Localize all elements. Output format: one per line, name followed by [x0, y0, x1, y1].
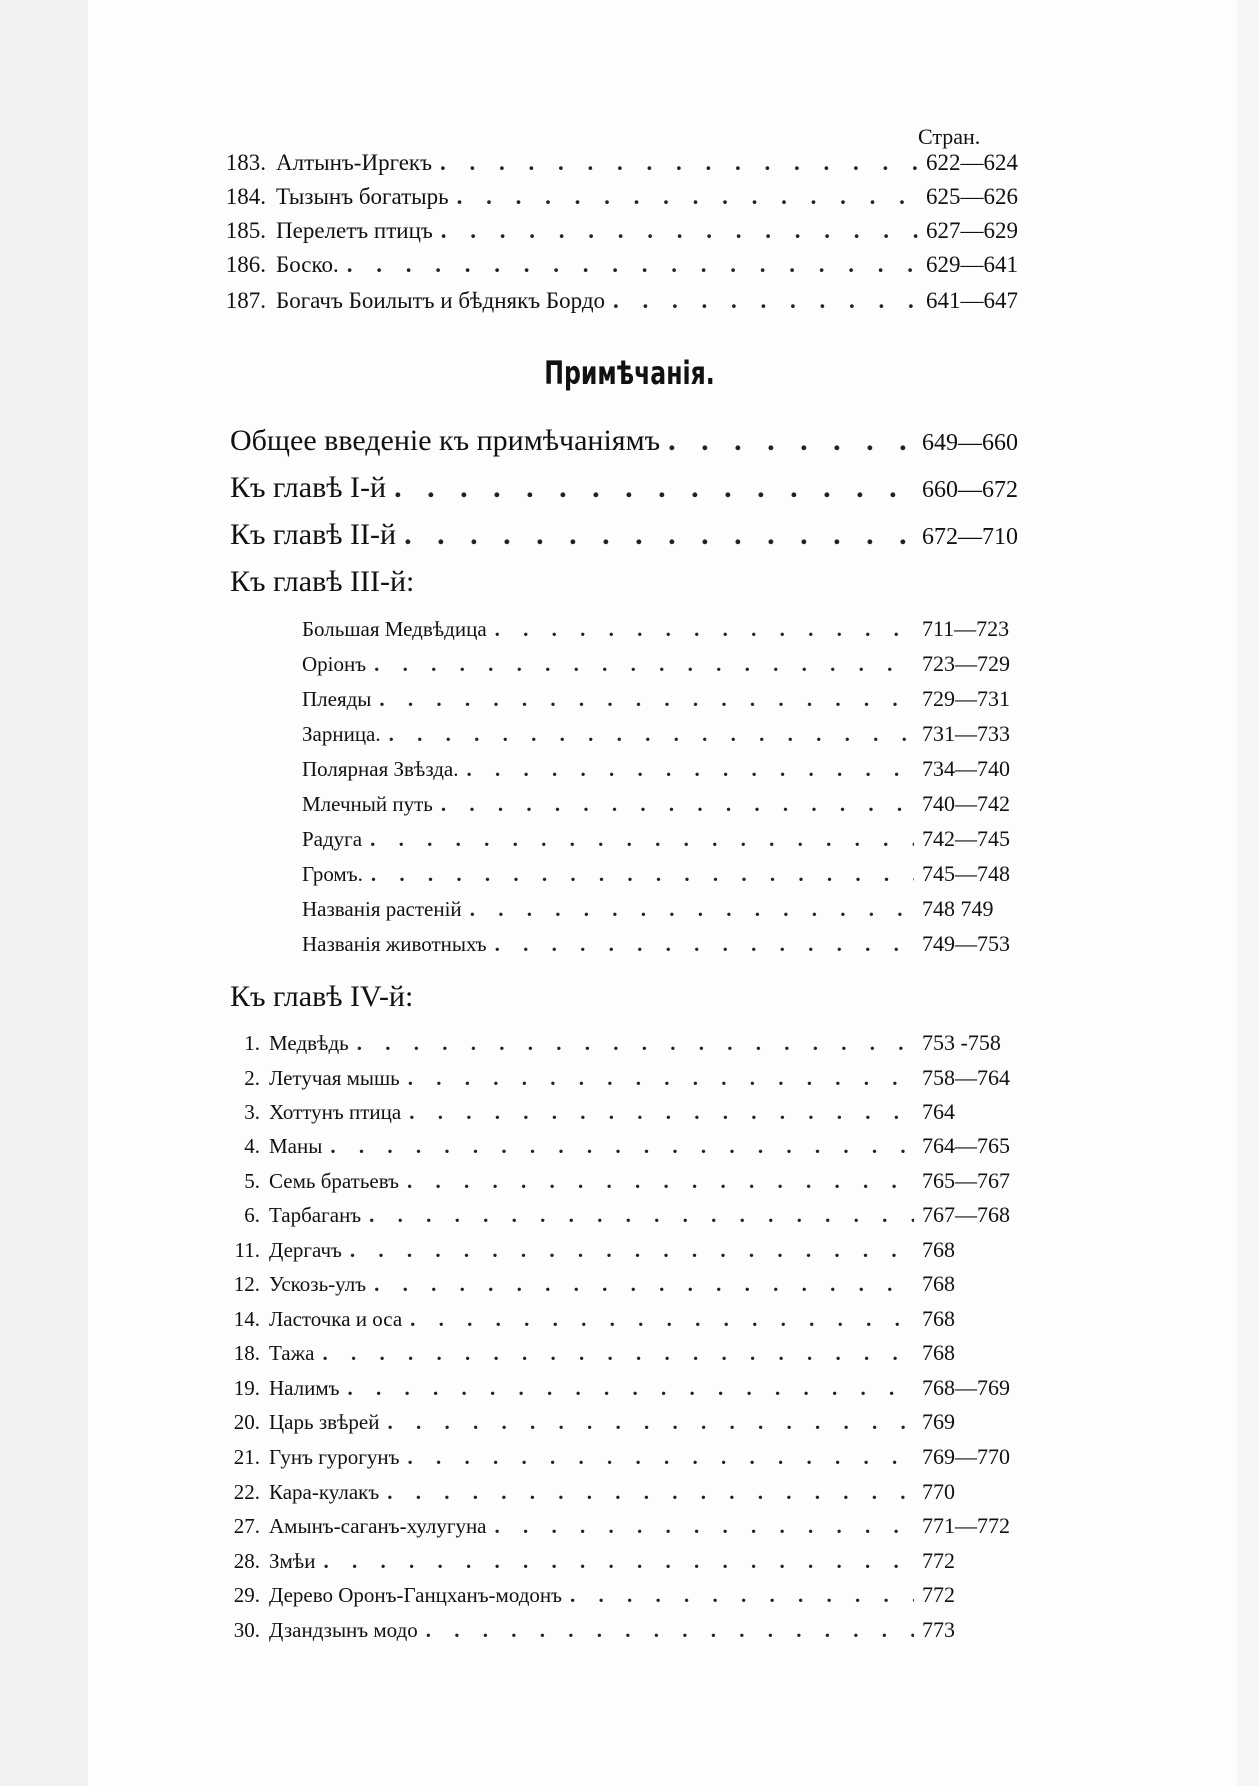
entry-title: Змѣи	[269, 1549, 316, 1573]
toc-numbered-entry	[222, 1409, 1028, 1435]
scan-margin-left	[0, 0, 88, 1786]
entry-number: 12.	[233, 1272, 260, 1296]
entry-title: Амынъ-саганъ-хулугуна	[269, 1514, 487, 1538]
toc-numbered-entry	[222, 1375, 1028, 1401]
dot-leader	[409, 1100, 914, 1125]
entry-title: Тызынъ богатырь	[276, 184, 449, 209]
entry-number: 6.	[244, 1203, 260, 1227]
entry-number: 186.	[225, 252, 266, 277]
entry-title: Тажа	[269, 1341, 315, 1365]
section-title: Примѣчанія.	[544, 354, 715, 392]
toc-numbered-entry	[222, 1099, 1028, 1125]
entry-number: 3.	[244, 1100, 260, 1124]
toc-numbered-entry	[222, 1548, 1028, 1574]
dot-leader	[369, 1203, 914, 1228]
toc-heading-entry	[230, 471, 1030, 505]
toc-subentry	[302, 651, 1028, 677]
entry-pages: 768	[922, 1340, 955, 1365]
entry-title: Плеяды	[302, 687, 372, 711]
dot-leader	[408, 1445, 914, 1470]
entry-number: 28.	[233, 1549, 260, 1573]
dot-leader	[374, 1272, 914, 1297]
toc-subentry	[302, 826, 1028, 852]
dot-leader	[495, 932, 914, 957]
entry-title: Названія животныхъ	[302, 932, 487, 956]
toc-entry	[216, 288, 1028, 314]
dot-leader	[347, 252, 918, 278]
toc-numbered-entry	[222, 1479, 1028, 1505]
entry-pages: 729—731	[922, 686, 1010, 711]
entry-pages: 734—740	[922, 756, 1010, 781]
entry-pages: 711—723	[922, 616, 1010, 641]
entry-pages: 768	[922, 1237, 955, 1262]
entry-number: 185.	[225, 218, 266, 243]
dot-leader	[407, 1169, 914, 1194]
entry-title: Перелетъ птицъ	[276, 218, 433, 243]
dot-leader	[394, 471, 914, 505]
toc-entry	[216, 184, 1028, 210]
entry-pages: 622—624	[926, 150, 1018, 175]
dot-leader	[467, 757, 914, 782]
toc-numbered-entry	[222, 1168, 1028, 1194]
entry-pages: 748 749	[922, 896, 994, 921]
dot-leader	[374, 652, 914, 677]
dot-leader	[357, 1031, 914, 1056]
entry-number: 5.	[244, 1169, 260, 1193]
scan-margin-right	[1237, 0, 1259, 1786]
dot-leader	[441, 792, 914, 817]
entry-number: 29.	[233, 1583, 260, 1607]
toc-numbered-entry	[222, 1306, 1028, 1332]
toc-subentry	[302, 791, 1028, 817]
toc-entry	[216, 218, 1028, 244]
entry-title: Ласточка и оса	[269, 1307, 403, 1331]
toc-numbered-entry	[222, 1133, 1028, 1159]
toc-subentry	[302, 686, 1028, 712]
entry-title: Налимъ	[269, 1376, 340, 1400]
entry-title: Ускозь-улъ	[269, 1272, 367, 1296]
toc-numbered-entry	[222, 1340, 1028, 1366]
entry-pages: 660—672	[922, 477, 1018, 503]
entry-title: Тарбаганъ	[269, 1203, 362, 1227]
entry-pages: 772	[922, 1582, 955, 1607]
entry-number: 14.	[233, 1307, 260, 1331]
entry-number: 30.	[233, 1618, 260, 1642]
entry-pages: 771—772	[922, 1513, 1010, 1538]
toc-entry	[216, 150, 1028, 176]
entry-pages: 769—770	[922, 1444, 1010, 1469]
entry-number: 183.	[225, 150, 266, 175]
dot-leader	[330, 1134, 914, 1159]
dot-leader	[371, 862, 914, 887]
dot-leader	[370, 827, 914, 852]
toc-numbered-entry	[222, 1582, 1028, 1608]
entry-number: 2.	[244, 1066, 260, 1090]
entry-pages: 764	[922, 1099, 955, 1124]
entry-pages: 768	[922, 1271, 955, 1296]
pages-column-header: Стран.	[918, 124, 981, 149]
entry-pages: 765—767	[922, 1168, 1010, 1193]
dot-leader	[388, 1410, 915, 1435]
entry-pages: 672—710	[922, 524, 1018, 550]
toc-numbered-entry	[222, 1237, 1028, 1263]
dot-leader	[426, 1618, 914, 1643]
dot-leader	[379, 687, 914, 712]
entry-title: Громъ.	[302, 862, 363, 886]
entry-title: Оріонъ	[302, 652, 367, 676]
dot-leader	[389, 722, 914, 747]
chapter-heading: Къ главѣ III-й:	[230, 565, 415, 598]
entry-title: Медвѣдь	[269, 1031, 349, 1055]
entry-pages: 649—660	[922, 430, 1018, 456]
entry-number: 19.	[233, 1376, 260, 1400]
entry-title: Летучая мышь	[269, 1066, 400, 1090]
dot-leader	[570, 1583, 914, 1608]
entry-pages: 731—733	[922, 721, 1010, 746]
dot-leader	[613, 288, 918, 314]
entry-pages: 768—769	[922, 1375, 1010, 1400]
dot-leader	[441, 218, 918, 244]
dot-leader	[457, 184, 918, 210]
entry-pages: 740—742	[922, 791, 1010, 816]
toc-numbered-entry	[222, 1444, 1028, 1470]
entry-title: Радуга	[302, 827, 363, 851]
entry-number: 1.	[244, 1031, 260, 1055]
entry-pages: 770	[922, 1479, 955, 1504]
toc-subentry	[302, 931, 1028, 957]
entry-title: Царь звѣрей	[269, 1410, 380, 1434]
entry-title: Алтынъ-Иргекъ	[276, 150, 432, 175]
entry-pages: 745—748	[922, 861, 1010, 886]
entry-title: Большая Медвѣдица	[302, 617, 487, 641]
toc-numbered-entry	[222, 1617, 1028, 1643]
entry-title: Семь братьевъ	[269, 1169, 399, 1193]
dot-leader	[410, 1307, 914, 1332]
dot-leader	[348, 1376, 914, 1401]
entry-pages: 742—745	[922, 826, 1010, 851]
entry-number: 187.	[225, 288, 266, 313]
entry-title: Дерево Оронъ-Ганцханъ-модонъ	[269, 1583, 563, 1607]
entry-pages: 768	[922, 1306, 955, 1331]
entry-pages: 627—629	[926, 218, 1018, 243]
entry-number: 21.	[233, 1445, 260, 1469]
entry-pages: 723—729	[922, 651, 1010, 676]
entry-title: Дзандзынъ модо	[269, 1618, 418, 1642]
entry-pages: 753 -758	[922, 1030, 1001, 1055]
toc-heading-entry	[230, 424, 1030, 458]
dot-leader	[350, 1238, 914, 1263]
entry-title: Полярная Звѣзда.	[302, 757, 459, 781]
dot-leader	[668, 424, 914, 458]
entry-title: Названія растеній	[302, 897, 462, 921]
toc-subentry	[302, 896, 1028, 922]
entry-number: 18.	[233, 1341, 260, 1365]
dot-leader	[323, 1549, 914, 1574]
entry-pages: 767—768	[922, 1202, 1010, 1227]
entry-title: Кара-кулакъ	[269, 1480, 380, 1504]
entry-pages: 641—647	[926, 288, 1018, 313]
entry-pages: 758—764	[922, 1065, 1010, 1090]
entry-number: 4.	[244, 1134, 260, 1158]
entry-number: 22.	[233, 1480, 260, 1504]
entry-number: 11.	[234, 1238, 260, 1262]
toc-entry	[216, 252, 1028, 278]
toc-subentry	[302, 756, 1028, 782]
dot-leader	[404, 518, 914, 552]
toc-numbered-entry	[222, 1030, 1028, 1056]
entry-title: Зарница.	[302, 722, 381, 746]
entry-pages: 773	[922, 1617, 955, 1642]
dot-leader	[495, 1514, 914, 1539]
entry-title: Маны	[269, 1134, 323, 1158]
dot-leader	[322, 1341, 914, 1366]
entry-number: 20.	[233, 1410, 260, 1434]
entry-title: Боско.	[276, 252, 339, 277]
entry-title: Млечный путь	[302, 792, 433, 816]
toc-numbered-entry	[222, 1271, 1028, 1297]
entry-pages: 749—753	[922, 931, 1010, 956]
entry-title: Дергачъ	[269, 1238, 342, 1262]
dot-leader	[495, 617, 914, 642]
entry-number: 184.	[225, 184, 266, 209]
entry-title: Богачъ Боилытъ и бѣднякъ Бордо	[276, 288, 606, 313]
dot-leader	[440, 150, 918, 176]
entry-pages: 772	[922, 1548, 955, 1573]
toc-subentry	[302, 616, 1028, 642]
dot-leader	[408, 1066, 914, 1091]
entry-title: Хоттунъ птица	[269, 1100, 402, 1124]
toc-numbered-entry	[222, 1202, 1028, 1228]
toc-heading-entry	[230, 518, 1030, 552]
entry-pages: 769	[922, 1409, 955, 1434]
entry-pages: 625—626	[926, 184, 1018, 209]
toc-subentry	[302, 721, 1028, 747]
chapter-heading: Къ главѣ IV-й:	[230, 980, 414, 1013]
entry-title: Гунъ гурогунъ	[269, 1445, 400, 1469]
entry-pages: 764—765	[922, 1133, 1010, 1158]
toc-numbered-entry	[222, 1513, 1028, 1539]
entry-number: 27.	[233, 1514, 260, 1538]
toc-numbered-entry	[222, 1065, 1028, 1091]
dot-leader	[387, 1480, 914, 1505]
toc-subentry	[302, 861, 1028, 887]
entry-title: Къ главѣ I-й	[230, 471, 387, 504]
entry-title: Общее введеніе къ примѣчаніямъ	[230, 424, 661, 457]
dot-leader	[470, 897, 914, 922]
entry-pages: 629—641	[926, 252, 1018, 277]
entry-title: Къ главѣ II-й	[230, 518, 397, 551]
